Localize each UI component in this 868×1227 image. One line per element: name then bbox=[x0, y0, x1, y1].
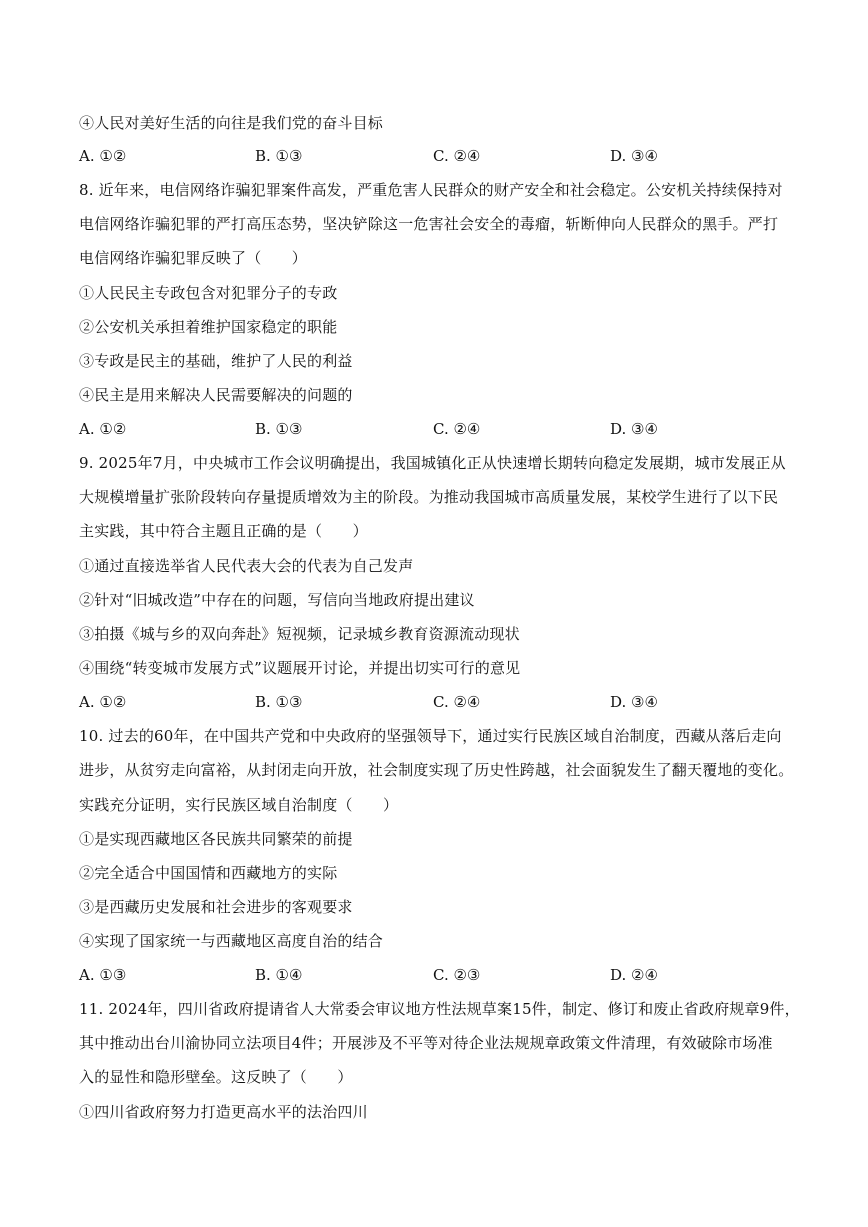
q11-statement-1: ①四川省政府努力打造更高水平的法治四川 bbox=[79, 1103, 368, 1121]
q7-option-b: B. ①③ bbox=[255, 147, 303, 165]
q9-stem-line-1: 9. 2025年7月，中央城市工作会议明确提出，我国城镇化正从快速增长期转向稳定发展期，城市发展正从 bbox=[79, 454, 786, 472]
q8-statement-1: ①人民民主专政包含对犯罪分子的专政 bbox=[79, 284, 338, 302]
q7-statement-4: ④人民对美好生活的向往是我们党的奋斗目标 bbox=[79, 114, 384, 132]
q8-stem-line-2: 电信网络诈骗犯罪的严打高压态势，坚决铲除这一危害社会安全的毒瘤，斩断伸向人民群众的黑手。严打 bbox=[79, 215, 779, 233]
q7-options bbox=[79, 146, 779, 166]
q8-option-c: C. ②④ bbox=[433, 420, 481, 438]
q9-stem-line-3: 主实践，其中符合主题且正确的是（ ） bbox=[79, 522, 368, 540]
q9-option-d: D. ③④ bbox=[610, 693, 658, 711]
q8-stem-line-1: 8. 近年来，电信网络诈骗犯罪案件高发，严重危害人民群众的财产安全和社会稳定。公安机关持续保持对 bbox=[79, 181, 783, 199]
q9-statement-4: ④围绕“转变城市发展方式”议题展开讨论，并提出切实可行的意见 bbox=[79, 659, 521, 677]
q8-option-a: A. ①② bbox=[79, 420, 127, 438]
q9-option-b: B. ①③ bbox=[255, 693, 303, 711]
q10-stem-line-1: 10. 过去的60年，在中国共产党和中央政府的坚强领导下，通过实行民族区域自治制度，西藏从落后走向 bbox=[79, 727, 782, 745]
q10-option-b: B. ①④ bbox=[255, 966, 303, 984]
q9-option-c: C. ②④ bbox=[433, 693, 481, 711]
q11-stem-line-3: 入的显性和隐形壁垒。这反映了（ ） bbox=[79, 1068, 353, 1086]
q10-stem-line-3: 实践充分证明，实行民族区域自治制度（ ） bbox=[79, 796, 399, 814]
q10-statement-4: ④实现了国家统一与西藏地区高度自治的结合 bbox=[79, 932, 384, 950]
q7-option-d: D. ③④ bbox=[610, 147, 658, 165]
q9-stem-line-2: 大规模增量扩张阶段转向存量提质增效为主的阶段。为推动我国城市高质量发展，某校学生进行了以下民 bbox=[79, 488, 779, 506]
q7-option-c: C. ②④ bbox=[433, 147, 481, 165]
q10-statement-3: ③是西藏历史发展和社会进步的客观要求 bbox=[79, 898, 353, 916]
q8-stem-line-3: 电信网络诈骗犯罪反映了（ ） bbox=[79, 249, 308, 267]
q9-options bbox=[79, 692, 779, 712]
q10-statement-1: ①是实现西藏地区各民族共同繁荣的前提 bbox=[79, 830, 353, 848]
q9-statement-2: ②针对“旧城改造”中存在的问题，写信向当地政府提出建议 bbox=[79, 591, 475, 609]
q10-options bbox=[79, 965, 779, 985]
q10-option-c: C. ②③ bbox=[433, 966, 481, 984]
q8-option-d: D. ③④ bbox=[610, 420, 658, 438]
q8-statement-3: ③专政是民主的基础，维护了人民的利益 bbox=[79, 352, 353, 370]
q8-options bbox=[79, 419, 779, 439]
q8-statement-4: ④民主是用来解决人民需要解决的问题的 bbox=[79, 386, 353, 404]
q10-stem-line-2: 进步，从贫穷走向富裕，从封闭走向开放，社会制度实现了历史性跨越，社会面貌发生了翻天覆地的变化。 bbox=[79, 761, 794, 779]
q10-option-a: A. ①③ bbox=[79, 966, 127, 984]
q8-statement-2: ②公安机关承担着维护国家稳定的职能 bbox=[79, 318, 338, 336]
q9-option-a: A. ①② bbox=[79, 693, 127, 711]
q11-stem-line-2: 其中推动出台川渝协同立法项目4件；开展涉及不平等对待企业法规规章政策文件清理，有效破除市场准 bbox=[79, 1034, 773, 1052]
q9-statement-1: ①通过直接选举省人民代表大会的代表为自己发声 bbox=[79, 557, 414, 575]
q11-stem-line-1: 11. 2024年，四川省政府提请省人大常委会审议地方性法规草案15件，制定、修订和废止省政府规章9件， bbox=[79, 1000, 800, 1018]
q7-option-a: A. ①② bbox=[79, 147, 127, 165]
q8-option-b: B. ①③ bbox=[255, 420, 303, 438]
q10-statement-2: ②完全适合中国国情和西藏地方的实际 bbox=[79, 864, 338, 882]
q9-statement-3: ③拍摄《城与乡的双向奔赴》短视频，记录城乡教育资源流动现状 bbox=[79, 625, 520, 643]
q10-option-d: D. ②④ bbox=[610, 966, 658, 984]
